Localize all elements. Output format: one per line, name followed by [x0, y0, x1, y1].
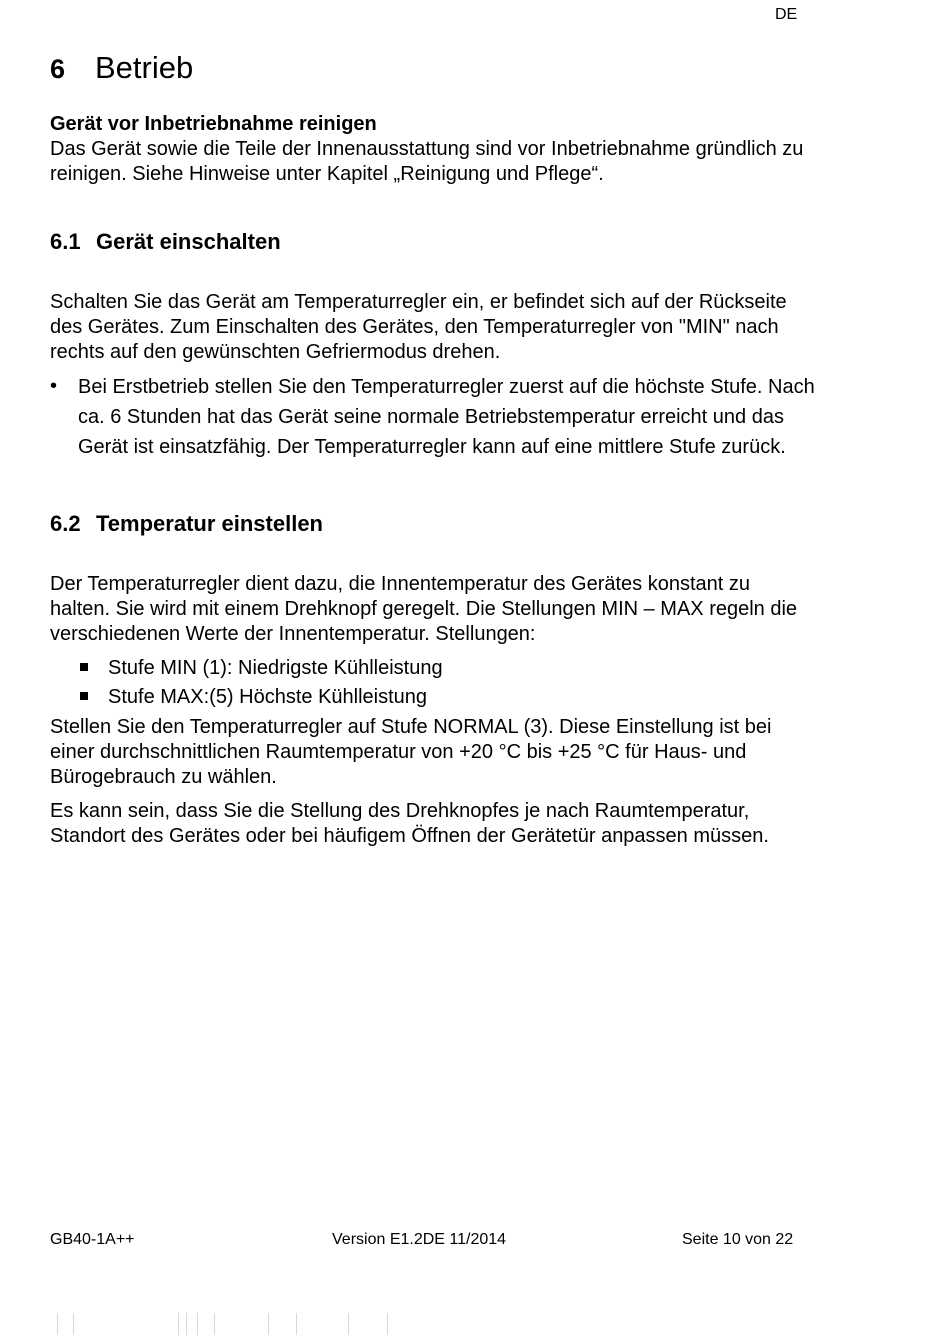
scan-artifact	[348, 1313, 349, 1335]
bullet-line: ca. 6 Stunden hat das Gerät seine normale Betriebstemperatur erreicht und das	[78, 406, 784, 428]
section2-line: Der Temperaturregler dient dazu, die Innentemperatur des Gerätes konstant zu	[50, 573, 751, 595]
section2-para2-line: Stellen Sie den Temperaturregler auf Stufe NORMAL (3). Diese Einstellung ist bei	[50, 716, 772, 738]
scan-artifact	[73, 1313, 74, 1335]
scan-artifact	[178, 1313, 179, 1335]
footer-version: Version E1.2DE 11/2014	[332, 1231, 507, 1248]
scan-artifact	[197, 1313, 198, 1335]
bullet-line: Gerät ist einsatzfähig. Der Temperaturregler kann auf eine mittlere Stufe zurück.	[78, 436, 786, 458]
square-bullet-icon	[80, 692, 88, 700]
section2-para2-line: Bürogebrauch zu wählen.	[50, 766, 277, 788]
scan-artifact	[186, 1313, 187, 1335]
section2-para3-line: Standort des Gerätes oder bei häufigem Öffnen der Gerätetür anpassen müssen.	[50, 825, 769, 847]
language-tag: DE	[775, 6, 798, 23]
footer-model: GB40-1A++	[50, 1231, 135, 1248]
bullet-line: Bei Erstbetrieb stellen Sie den Temperaturregler zuerst auf die höchste Stufe. Nach	[78, 376, 815, 398]
footer-page: Seite 10 von 22	[682, 1231, 794, 1248]
section2-para3-line: Es kann sein, dass Sie die Stellung des Drehknopfes je nach Raumtemperatur,	[50, 800, 750, 822]
scan-artifact	[296, 1313, 297, 1335]
chapter-number: 6	[50, 54, 66, 84]
scan-artifact	[57, 1313, 58, 1335]
intro-line: reinigen. Siehe Hinweise unter Kapitel „Reinigung und Pflege“.	[50, 163, 604, 185]
section1-line: rechts auf den gewünschten Gefriermodus drehen.	[50, 341, 501, 363]
section2-line: halten. Sie wird mit einem Drehknopf geregelt. Die Stellungen MIN – MAX regeln die	[50, 598, 798, 620]
square-bullet-icon	[80, 663, 88, 671]
list-item: Stufe MAX:(5) Höchste Kühlleistung	[108, 686, 428, 708]
section-number: 6.2	[50, 511, 81, 536]
section1-line: Schalten Sie das Gerät am Temperaturregler ein, er befindet sich auf der Rückseite	[50, 291, 787, 313]
intro-line: Das Gerät sowie die Teile der Innenausstattung sind vor Inbetriebnahme gründlich zu	[50, 138, 804, 160]
intro-heading: Gerät vor Inbetriebnahme reinigen	[50, 113, 377, 135]
section-title: Gerät einschalten	[96, 229, 281, 254]
list-item: Stufe MIN (1): Niedrigste Kühlleistung	[108, 657, 443, 679]
bullet-dot: •	[50, 375, 58, 397]
section2-line: verschiedenen Werte der Innentemperatur. Stellungen:	[50, 623, 536, 645]
section1-line: des Gerätes. Zum Einschalten des Gerätes, den Temperaturregler von "MIN" nach	[50, 316, 779, 338]
section-title: Temperatur einstellen	[96, 511, 323, 536]
section2-para2-line: einer durchschnittlichen Raumtemperatur von +20 °C bis +25 °C für Haus- und	[50, 741, 747, 763]
scan-artifact	[387, 1313, 388, 1335]
chapter-title: Betrieb	[95, 50, 194, 85]
scan-artifact	[214, 1313, 215, 1335]
section-number: 6.1	[50, 229, 81, 254]
scan-artifact	[268, 1313, 269, 1335]
